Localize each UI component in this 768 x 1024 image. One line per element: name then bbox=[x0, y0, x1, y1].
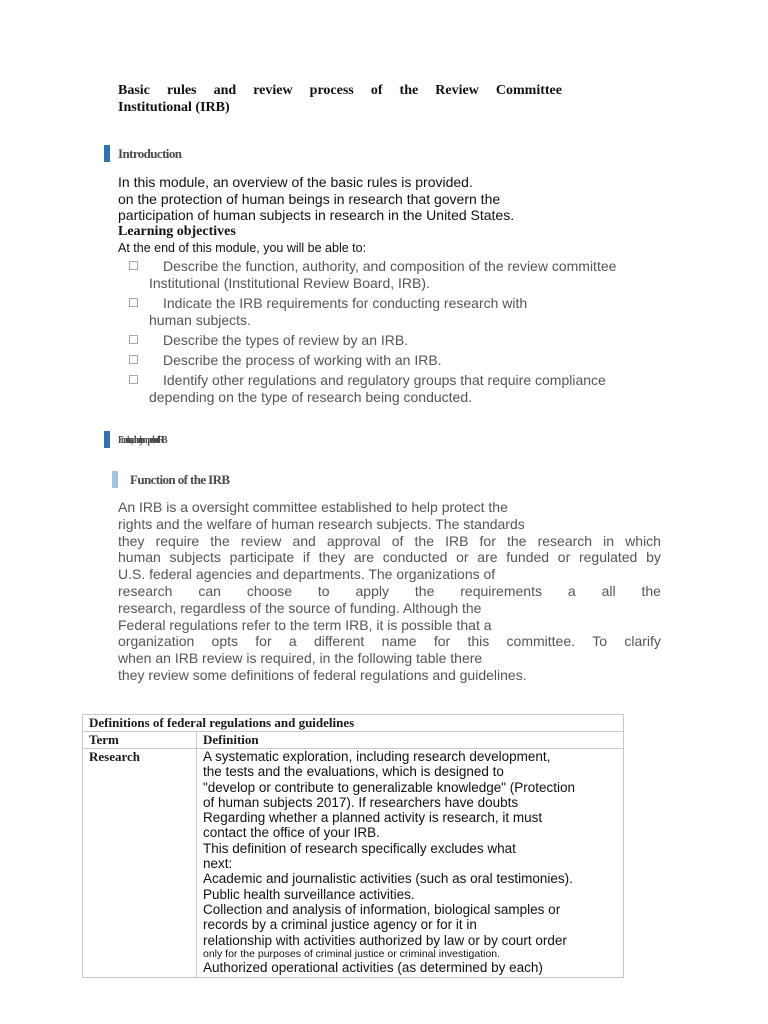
definition-line: Academic and journalistic activities (such as oral testimonies). bbox=[203, 871, 573, 887]
paragraph-line: U.S. federal agencies and departments. The organizations of bbox=[118, 566, 496, 583]
checkbox-bullet-icon: ☐ bbox=[128, 259, 139, 273]
title-word: Review bbox=[435, 83, 479, 98]
heading-marker bbox=[104, 431, 110, 448]
definition-line: next: bbox=[203, 856, 233, 872]
objective-text-continued: human subjects. bbox=[149, 312, 251, 328]
paragraph-line: rights and the welfare of human research subjects. The standards bbox=[118, 515, 525, 532]
heading-marker bbox=[104, 145, 110, 162]
objective-text-continued: depending on the type of research being conducted. bbox=[149, 389, 473, 405]
title-word: of bbox=[370, 83, 383, 98]
checkbox-bullet-icon: ☐ bbox=[128, 353, 139, 367]
title-word: process bbox=[309, 83, 354, 98]
objective-text: Describe the types of review by an IRB. bbox=[163, 332, 409, 348]
paragraph-line: they review some definitions of federal regulations and guidelines. bbox=[118, 666, 527, 683]
intro-line: participation of human subjects in research in the United States. bbox=[118, 207, 515, 224]
objective-item bbox=[128, 295, 616, 329]
paragraph-line: organization opts for a different name for this committee. To clarify bbox=[118, 633, 661, 650]
definitions-table bbox=[82, 714, 624, 978]
title-word: Committee bbox=[495, 83, 562, 98]
title-word: and bbox=[213, 83, 237, 98]
definition-line: contact the office of your IRB. bbox=[203, 825, 380, 841]
introduction-label: Introduction bbox=[118, 145, 182, 161]
column-header-term: Term bbox=[83, 732, 197, 749]
intro-paragraph bbox=[118, 174, 514, 224]
function-heading bbox=[112, 471, 229, 488]
title-word: review bbox=[253, 83, 293, 98]
definition-cell bbox=[197, 749, 624, 978]
objective-item bbox=[128, 372, 616, 406]
title-line-2: Institutional (IRB) bbox=[118, 100, 230, 115]
definition-line: Collection and analysis of information, biological samples or bbox=[203, 901, 561, 917]
introduction-heading bbox=[104, 145, 181, 162]
objectives-list bbox=[128, 258, 616, 409]
title-line-1 bbox=[118, 82, 562, 99]
definition-line: relationship with activities authorized by law or by court order bbox=[203, 932, 567, 948]
title-word: rules bbox=[166, 83, 197, 98]
paragraph-line: Federal regulations refer to the term IRB, it is possible that a bbox=[118, 616, 492, 633]
definition-line: Public health surveillance activities. bbox=[203, 886, 415, 902]
objective-text: Describe the process of working with an IRB. bbox=[163, 352, 442, 368]
definition-line: Authorized operational activities (as determined by each) bbox=[203, 959, 543, 975]
paragraph-line: research can choose to apply the requirements a all the bbox=[118, 582, 661, 599]
checkbox-bullet-icon: ☐ bbox=[128, 333, 139, 347]
objective-item bbox=[128, 352, 616, 369]
table-caption: Definitions of federal regulations and guidelines bbox=[83, 715, 624, 732]
function-label: Function of the IRB bbox=[130, 471, 230, 487]
paragraph-line: An IRB is a oversight committee established to help protect the bbox=[118, 499, 508, 515]
intro-line: on the protection of human beings in research that govern the bbox=[118, 190, 501, 207]
definition-line: of human subjects 2017). If researchers have doubts bbox=[203, 794, 519, 810]
paragraph-line: when an IRB review is required, in the following table there bbox=[118, 650, 483, 667]
checkbox-bullet-icon: ☐ bbox=[128, 373, 139, 387]
paragraph-line: they require the review and approval of the IRB for the research in which bbox=[118, 532, 661, 549]
definition-line: Regarding whether a planned activity is research, it must bbox=[203, 810, 543, 826]
table-row bbox=[83, 749, 624, 978]
document-title bbox=[118, 82, 562, 116]
objective-text: Indicate the IRB requirements for conducting research with bbox=[163, 295, 528, 311]
checkbox-bullet-icon: ☐ bbox=[128, 296, 139, 310]
definition-line: A systematic exploration, including research development, bbox=[203, 749, 551, 764]
term-cell: Research bbox=[83, 749, 197, 978]
objective-text-continued: Institutional (Institutional Review Board, IRB). bbox=[149, 275, 430, 291]
irb-function-paragraph bbox=[118, 499, 661, 684]
definition-line: the tests and the evaluations, which is designed to bbox=[203, 764, 504, 780]
objective-text: Identify other regulations and regulatory groups that require compliance bbox=[163, 372, 606, 388]
objective-item bbox=[128, 258, 616, 292]
paragraph-line: human subjects participate if they are conducted or are funded or regulated by bbox=[118, 549, 661, 566]
paragraph-line: research, regardless of the source of funding. Although the bbox=[118, 599, 482, 616]
objective-text: Describe the function, authority, and composition of the review committee bbox=[163, 258, 617, 274]
definition-line-small: only for the purposes of criminal justice or criminal investigation. bbox=[203, 947, 501, 960]
definition-line: "develop or contribute to generalizable knowledge" (Protection bbox=[203, 779, 576, 795]
fcc-label: Function, authority, composition of IRB bbox=[118, 433, 165, 446]
definition-line: records by a criminal justice agency or for it in bbox=[203, 917, 477, 933]
title-word: the bbox=[399, 83, 419, 98]
definition-line: This definition of research specifically excludes what bbox=[203, 840, 516, 856]
fcc-heading bbox=[104, 431, 173, 448]
objective-item bbox=[128, 332, 616, 349]
subheading-marker bbox=[112, 471, 118, 488]
title-word: Basic bbox=[118, 83, 150, 98]
learning-objectives-title: Learning objectives bbox=[118, 224, 236, 239]
intro-line: In this module, an overview of the basic rules is provided. bbox=[118, 174, 473, 190]
learning-objectives-subtitle: At the end of this module, you will be able to: bbox=[118, 241, 367, 255]
column-header-definition: Definition bbox=[197, 732, 624, 749]
